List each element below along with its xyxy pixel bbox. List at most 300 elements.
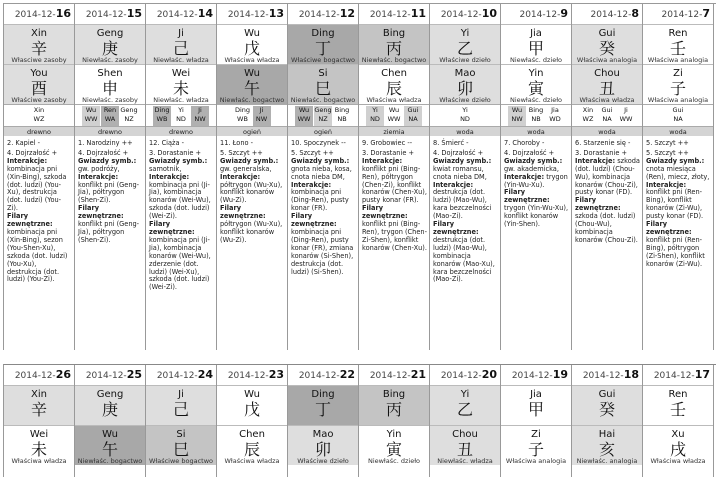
date-prefix: 2014-12- (156, 371, 198, 381)
day-header[interactable] (572, 365, 642, 385)
note-line: Gwiazdy symb.: gw. akademicka, (504, 156, 563, 173)
stem-pinyin: Ren (668, 389, 688, 400)
branch-character: 丑 (456, 440, 473, 459)
note-keyword: Filary zewnętrzne: (504, 188, 550, 205)
stem-pillar[interactable] (288, 24, 358, 64)
date-day: 12 (339, 7, 355, 20)
date-prefix: 2014-12- (156, 10, 198, 20)
stem-character: 乙 (456, 400, 473, 419)
date-prefix: 2014-12- (227, 10, 269, 20)
hidden-stem-name: Gui (407, 106, 419, 114)
stem-pillar[interactable] (501, 24, 571, 64)
life-stage: 9. Grobowiec -- (362, 139, 413, 147)
stem-pinyin: Gui (598, 389, 616, 400)
note-keyword: Gwiazdy symb.: (291, 156, 350, 165)
stem-relation: Właściwa analogia (576, 56, 638, 64)
note-keyword: Interakcje: (646, 180, 687, 189)
date-day: 9 (560, 7, 568, 20)
stem-pillar[interactable] (146, 24, 216, 64)
branch-pillar[interactable] (572, 64, 642, 104)
hidden-stem (234, 106, 252, 126)
day-header[interactable] (217, 4, 287, 24)
branch-character: 酉 (30, 79, 47, 98)
life-stage: 12. Ciąża - (149, 139, 185, 147)
day-column (430, 365, 501, 477)
branch-relation: Niewłaśc. dzieło (367, 457, 421, 465)
note-line: 4. Dojrzałość + (7, 148, 58, 157)
branch-pinyin: Shen (97, 68, 123, 79)
hidden-stem-name: Jia (551, 106, 559, 114)
day-column (4, 365, 75, 477)
note-line: Filary zewnętrzne: trygon (Yin-Wu-Xu), konflikt konarów (Yin-Shen). (504, 188, 569, 229)
hidden-stem (333, 106, 351, 126)
day-header[interactable] (146, 4, 216, 24)
hidden-stem-relation: NW (511, 115, 523, 123)
date-day: 11 (410, 7, 426, 20)
hidden-stem-relation: WB (237, 115, 248, 123)
branch-character: 未 (30, 440, 47, 459)
stem-pinyin: Yi (460, 389, 470, 400)
branch-pillar[interactable] (501, 425, 571, 465)
hidden-stem-relation: NA (602, 115, 612, 123)
hidden-stem-relation: WB (156, 115, 168, 123)
date-prefix: 2014-12- (14, 371, 56, 381)
branch-pinyin: Wu (102, 429, 118, 440)
day-header[interactable] (643, 4, 713, 24)
day-column (643, 365, 714, 477)
branch-relation: Niewłaśc. bogactwo (219, 96, 285, 104)
day-column (217, 365, 288, 477)
stem-pillar[interactable] (501, 385, 571, 425)
branch-relation: Niewłaśc. władza (437, 457, 493, 465)
date-prefix: 2014-12- (519, 10, 561, 20)
note-keyword: Filary zewnętrzne: (149, 220, 195, 236)
branch-relation: Właściwe bogactwo (148, 457, 214, 465)
stem-relation: Właściwe dzieło (439, 56, 491, 64)
hidden-stem-relation: NZ (318, 115, 328, 123)
hidden-stem (101, 106, 119, 126)
note-keyword: Interakcje: (575, 156, 616, 165)
day-column (643, 4, 714, 350)
note-line: Filary zewnętrzne: destrukcja (dot. ludzi) (Mao-Wu), kombinacja konarów (Mao-Xu), kara bezczelności (Mao-Zi). (433, 220, 495, 284)
branch-pillar[interactable] (75, 64, 145, 104)
hidden-stem-name: Xin (582, 106, 594, 114)
branch-relation: Właściwa władza (11, 457, 67, 465)
note-keyword: Filary zewnętrzne: (433, 220, 479, 236)
branch-pinyin: Wei (29, 429, 49, 440)
note-line: Gwiazdy symb.: cnota miesiąca (Ren), miecz, złoty, (646, 156, 710, 181)
day-header[interactable] (501, 4, 571, 24)
hidden-stem (617, 106, 635, 126)
hidden-stem-relation: WW (297, 115, 311, 123)
date-day: 8 (631, 7, 639, 20)
note-line: Interakcje: półtrygon (Wu-Xu), konflikt konarów (Wu-Zi). (220, 172, 283, 205)
hidden-stem-name: Ji (198, 106, 202, 114)
stem-character: 甲 (527, 39, 544, 58)
note-line: Gwiazdy symb.: samotnik, (149, 156, 208, 173)
day-column (359, 4, 430, 350)
day-notes (75, 136, 145, 245)
note-line: 5. Szczyt ++ (291, 148, 334, 157)
stem-character: 戊 (243, 39, 260, 58)
date-day: 17 (694, 368, 710, 381)
branch-character: 申 (101, 79, 118, 98)
day-header[interactable] (4, 365, 74, 385)
date-day: 22 (339, 368, 355, 381)
hidden-stem-name: Wu (388, 106, 400, 114)
hidden-stem-relation: ND (370, 115, 380, 123)
calendar-week-2 (3, 364, 716, 477)
branch-pillar[interactable] (217, 64, 287, 104)
branch-pinyin: Yin (528, 68, 544, 79)
branch-pillar[interactable] (572, 425, 642, 465)
hidden-stem (120, 106, 138, 126)
life-stage: 1. Narodziny ++ (78, 139, 133, 147)
note-keyword: Interakcje: (149, 172, 190, 181)
note-line: 5. Szczyt ++ (646, 148, 689, 157)
stem-character: 辛 (30, 39, 47, 58)
branch-character: 寅 (385, 440, 402, 459)
branch-relation: Właściwa władza (579, 96, 635, 104)
day-header[interactable] (430, 365, 500, 385)
branch-pillar[interactable] (359, 64, 429, 104)
date-prefix: 2014-12- (440, 10, 482, 20)
note-line: Interakcje: konflikt pni (Bing-Ren), półtrygon (Chen-Zi), konflikt konarów (Chen-Xu), pusty konar (FR). (362, 156, 427, 205)
branch-relation: Niewłaśc. bogactwo (77, 457, 143, 465)
note-line: 3. Dorastanie + (575, 148, 627, 157)
branch-pillar[interactable] (643, 64, 713, 104)
branch-pillar[interactable] (146, 64, 216, 104)
stem-pillar[interactable] (643, 24, 713, 64)
date-prefix: 2014-12- (582, 371, 624, 381)
branch-relation: Niewłaśc. analogia (576, 457, 638, 465)
stem-character: 戊 (243, 400, 260, 419)
hidden-stem-name: Yi (462, 106, 468, 114)
branch-character: 辰 (243, 440, 260, 459)
note-line: Interakcje: kombinacja pni (Xin-Bing), szkoda (dot. ludzi) (You-Xu), destrukcja (dot. ludzi) (You-Zi). (7, 156, 67, 213)
hidden-stem (579, 106, 597, 126)
day-header[interactable] (4, 4, 74, 24)
note-line: 4. Dojrzałość + (433, 148, 484, 157)
stem-pillar[interactable] (643, 385, 713, 425)
day-column (572, 365, 643, 477)
stem-pillar[interactable] (359, 24, 429, 64)
life-stage: 8. Śmierć - (433, 139, 469, 147)
date-prefix: 2014-12- (14, 10, 56, 20)
stem-pinyin: Ji (178, 389, 184, 400)
branch-relation: Właściwa władza (224, 457, 280, 465)
hidden-stems (146, 104, 216, 126)
life-stage: 2. Kapiel - (7, 139, 41, 147)
branch-pinyin: Chou (594, 68, 620, 79)
branch-pinyin: Chen (381, 68, 407, 79)
branch-pillar[interactable] (359, 425, 429, 465)
note-line: 4. Dojrzałość + (504, 148, 555, 157)
calendar-week-1 (3, 3, 716, 350)
hidden-stem-name: Ji (624, 106, 628, 114)
hidden-stem (508, 106, 526, 126)
stem-relation: Własciwe zasoby (11, 56, 67, 64)
hidden-stem-relation: NW (194, 115, 206, 123)
branch-pillar[interactable] (146, 425, 216, 465)
day-header[interactable] (359, 4, 429, 24)
branch-relation: Właściwa analogia (647, 96, 709, 104)
hidden-stem-name: Geng (120, 106, 138, 114)
day-column (288, 4, 359, 350)
branch-pillar[interactable] (288, 64, 358, 104)
note-keyword: Interakcje: (291, 180, 332, 189)
stem-pinyin: Geng (96, 389, 124, 400)
note-keyword: Filary zewnętrzne: (291, 212, 337, 229)
note-keyword: Gwiazdy symb.: (220, 156, 279, 165)
stem-pillar[interactable] (430, 24, 500, 64)
stem-pinyin: Jia (530, 28, 542, 39)
element-label: woda (572, 126, 642, 136)
stem-relation: Niewłaśc. bogactwo (361, 56, 427, 64)
life-stage: 5. Szczyt ++ (646, 139, 689, 147)
hidden-stem-name: Xin (33, 106, 45, 114)
branch-pinyin: Wei (171, 68, 191, 79)
day-header[interactable] (288, 4, 358, 24)
branch-character: 戌 (669, 440, 686, 459)
note-line: Interakcje: konflikt pni (Geng-Jia), półtrygon (Shen-Zi). (78, 172, 140, 205)
stem-pinyin: Bing (382, 28, 406, 39)
note-keyword: Interakcje: (433, 180, 474, 189)
element-label: drewno (75, 126, 145, 136)
note-line: Interakcje: konflikt pni (Ren-Bing), konflikt konarów (Zi-Wu), pusty konar (FD). (646, 180, 704, 221)
branch-pinyin: Mao (454, 68, 476, 79)
date-day: 23 (268, 368, 284, 381)
life-stage: 11. Łono - (220, 139, 254, 147)
stem-pillar[interactable] (217, 385, 287, 425)
day-notes (288, 136, 358, 276)
hidden-stem-relation: NB (531, 115, 541, 123)
note-keyword: Interakcje: (78, 172, 119, 181)
stem-pillar[interactable] (217, 24, 287, 64)
branch-pinyin: Zi (673, 68, 683, 79)
stem-pillar[interactable] (4, 24, 74, 64)
date-prefix: 2014-12- (298, 371, 340, 381)
day-header[interactable] (643, 365, 713, 385)
note-line: Filary zewnętrzne: kombinacja pni (Xin-Bing), sezon (You-Shen-Xu), szkoda (dot. ludzi) (You-Xu), destrukcja (dot. ludzi) (You-Zi). (7, 212, 68, 284)
date-day: 24 (197, 368, 213, 381)
date-day: 7 (702, 7, 710, 20)
note-line: Filary zewnętrzne: konflikt pni (Bing-Ren), trygon (Chen-Zi-Shen), konflikt konarów (Chen-Xu). (362, 204, 427, 252)
day-notes (572, 136, 642, 245)
date-prefix: 2014-12- (369, 371, 411, 381)
element-label: woda (501, 126, 571, 136)
day-notes (430, 136, 500, 284)
note-keyword: Gwiazdy symb.: (504, 156, 563, 165)
branch-character: 寅 (527, 79, 544, 98)
branch-character: 子 (669, 79, 686, 98)
day-notes (4, 136, 74, 284)
hidden-stem-relation: WW (619, 115, 633, 123)
hidden-stem-name: Wu (85, 106, 97, 114)
day-header[interactable] (501, 365, 571, 385)
branch-pillar[interactable] (288, 425, 358, 465)
stem-character: 己 (172, 400, 189, 419)
stem-pillar[interactable] (430, 385, 500, 425)
branch-pinyin: Si (318, 68, 328, 79)
branch-relation: Właściwa władza (366, 96, 422, 104)
stem-pillar[interactable] (572, 385, 642, 425)
hidden-stem-name: Ding (154, 106, 170, 114)
stem-character: 己 (172, 39, 189, 58)
branch-pinyin: Mao (312, 429, 334, 440)
element-label: drewno (4, 126, 74, 136)
branch-pillar[interactable] (4, 425, 74, 465)
hidden-stem-relation: ND (176, 115, 186, 123)
branch-pinyin: Wu (244, 68, 260, 79)
hidden-stem (191, 106, 209, 126)
stem-pinyin: Wu (244, 28, 260, 39)
stem-character: 癸 (598, 400, 615, 419)
branch-pillar[interactable] (643, 425, 713, 465)
note-keyword: Interakcje: (220, 172, 261, 181)
branch-pinyin: Xu (671, 429, 685, 440)
note-keyword: Filary zewnętrzne: (362, 204, 408, 221)
date-day: 15 (126, 7, 142, 20)
stem-character: 甲 (527, 400, 544, 419)
hidden-stem-name: Yi (372, 106, 378, 114)
hidden-stem-name: Geng (314, 106, 332, 114)
day-column (288, 365, 359, 477)
stem-pinyin: Wu (244, 389, 260, 400)
day-column (501, 365, 572, 477)
stem-pillar[interactable] (288, 385, 358, 425)
date-day: 26 (55, 368, 71, 381)
hidden-stem-name: Yi (178, 106, 184, 114)
note-line: Gwiazdy symb.: gnota nieba, kosa, cnota nieba DM, (291, 156, 352, 181)
branch-relation: Niewłaśc. bogactwo (290, 96, 356, 104)
day-header[interactable] (75, 4, 145, 24)
date-prefix: 2014-12- (298, 10, 340, 20)
branch-relation: Właściwe dzieło (297, 457, 349, 465)
stem-pinyin: Ji (178, 28, 184, 39)
hidden-stem (404, 106, 422, 126)
branch-pillar[interactable] (430, 425, 500, 465)
stem-pillar[interactable] (75, 385, 145, 425)
stem-relation: Niewłaśc. zasoby (82, 56, 138, 64)
stem-character: 辛 (30, 400, 47, 419)
day-column (501, 4, 572, 350)
date-day: 18 (623, 368, 639, 381)
hidden-stem (527, 106, 545, 126)
hidden-stem (253, 106, 271, 126)
branch-relation: Właściwe zasoby (11, 96, 67, 104)
stem-pillar[interactable] (359, 385, 429, 425)
note-line: Gwiazdy symb.: kwiat romansu, cnota nieba DM, (433, 156, 492, 181)
day-column (217, 4, 288, 350)
hidden-stem (456, 106, 474, 126)
hidden-stems (288, 104, 358, 126)
day-header[interactable] (359, 365, 429, 385)
hidden-stems (501, 104, 571, 126)
day-header[interactable] (146, 365, 216, 385)
hidden-stems (430, 104, 500, 126)
hidden-stem (82, 106, 100, 126)
date-prefix: 2014-12- (85, 10, 127, 20)
branch-pillar[interactable] (75, 425, 145, 465)
day-header[interactable] (430, 4, 500, 24)
note-keyword: Gwiazdy symb.: (149, 156, 208, 165)
stem-pillar[interactable] (75, 24, 145, 64)
stem-pinyin: Xin (31, 389, 47, 400)
branch-pinyin: Chen (239, 429, 265, 440)
note-keyword: Filary zewnętrzne: (7, 212, 53, 229)
hidden-stem (314, 106, 332, 126)
day-header[interactable] (572, 4, 642, 24)
day-header[interactable] (75, 365, 145, 385)
day-column (430, 4, 501, 350)
hidden-stem (172, 106, 190, 126)
hidden-stem-relation: NA (673, 115, 683, 123)
note-line: Filary zewnętrzne: konflikt pni (Ren-Bing), półtrygon (Zi-Shen), konflikt konarów (Zi-Wu). (646, 220, 705, 268)
branch-pillar[interactable] (217, 425, 287, 465)
branch-character: 子 (527, 440, 544, 459)
hidden-stem-name: Ji (259, 106, 264, 114)
stem-pillar[interactable] (4, 385, 74, 425)
stem-pillar[interactable] (572, 24, 642, 64)
stem-relation: Niewłaśc. dzieło (509, 56, 563, 64)
hidden-stem (295, 106, 313, 126)
day-notes (359, 136, 429, 253)
note-keyword: Filary zewnętrzne: (646, 220, 692, 236)
stem-character: 庚 (101, 400, 118, 419)
element-label: ogień (288, 126, 358, 136)
stem-pillar[interactable] (146, 385, 216, 425)
life-stage: 10. Spoczynek -- (291, 139, 346, 147)
note-line: Filary zewnętrzne: konflikt pni (Geng-Jia), półtrygon (Shen-Zi). (78, 204, 140, 244)
note-keyword: Gwiazdy symb.: (646, 156, 705, 165)
branch-relation: Niewłaśc. zasoby (82, 96, 138, 104)
hidden-stems (572, 104, 642, 126)
stem-character: 丁 (314, 39, 331, 58)
note-line: Gwiazdy symb.: gw. podróży, (78, 156, 137, 173)
date-prefix: 2014-12- (227, 371, 269, 381)
hidden-stem (153, 106, 171, 126)
hidden-stem (598, 106, 616, 126)
day-header[interactable] (217, 365, 287, 385)
branch-pillar[interactable] (501, 64, 571, 104)
date-day: 25 (126, 368, 142, 381)
element-label: ogień (217, 126, 287, 136)
branch-character: 午 (101, 440, 118, 459)
hidden-stems (217, 104, 287, 126)
hidden-stem-relation: NA (408, 115, 418, 123)
branch-pillar[interactable] (430, 64, 500, 104)
hidden-stem-relation: WZ (582, 115, 594, 123)
note-keyword: Gwiazdy symb.: (78, 156, 137, 165)
stem-pinyin: Ding (311, 28, 335, 39)
branch-character: 亥 (598, 440, 615, 459)
stem-pinyin: Bing (382, 389, 406, 400)
day-notes (643, 136, 713, 269)
branch-relation: Właściwa analogia (505, 457, 567, 465)
stem-pinyin: Jia (530, 389, 542, 400)
note-line: Interakcje: szkoda (dot. ludzi) (Chou-Wu), kombinacja konarów (Chou-Zi), pusty konar (FD). (575, 156, 640, 197)
note-line: Interakcje: kombinacja pni (Ding-Ren), pusty konar (FR). (291, 180, 349, 213)
hidden-stems (75, 104, 145, 126)
element-label: drewno (146, 126, 216, 136)
hidden-stem-relation: WZ (33, 115, 45, 123)
stem-relation: Właściwa władza (224, 56, 280, 64)
date-day: 14 (197, 7, 213, 20)
stem-pinyin: Ding (311, 389, 335, 400)
day-header[interactable] (288, 365, 358, 385)
branch-pillar[interactable] (4, 64, 74, 104)
